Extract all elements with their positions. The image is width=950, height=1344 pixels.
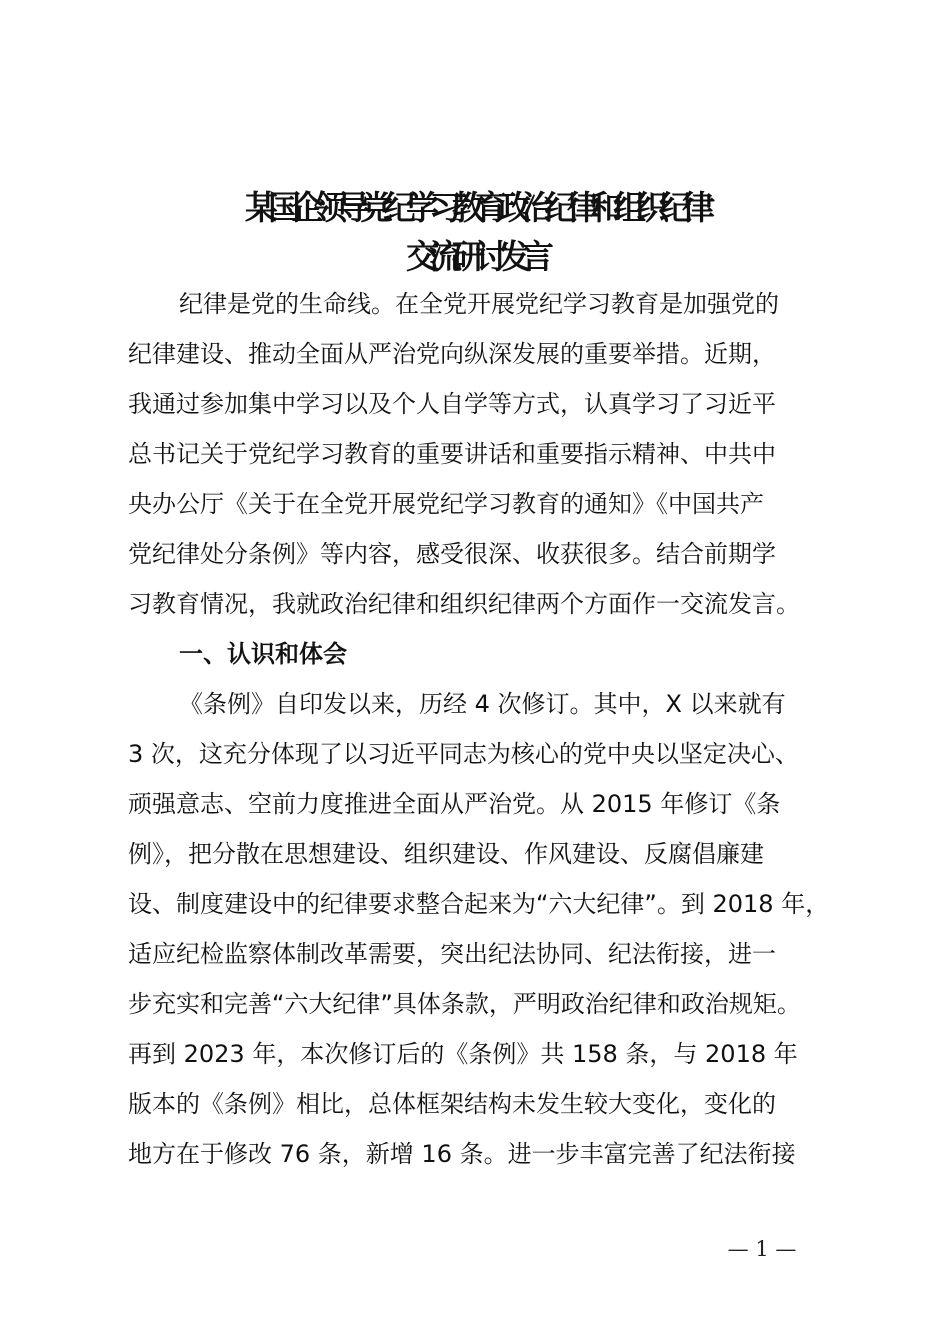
paragraph-line: 我通过参加集中学习以及个人自学等方式，认真学习了习近平	[128, 390, 776, 418]
paragraph-line: 适应纪检监察体制改革需要，突出纪法协同、纪法衔接，进一	[128, 940, 776, 968]
paragraph-line: 央办公厅《关于在全党开展党纪学习教育的通知》《中国共产	[128, 490, 764, 518]
paragraph-line: 版本的《条例》相比，总体框架结构未发生较大变化，变化的	[128, 1090, 776, 1118]
paragraph-line: 地方在于修改 76 条，新增 16 条。进一步丰富完善了纪法衔接	[128, 1140, 796, 1168]
paragraph-line: 再到 2023 年，本次修订后的《条例》共 158 条，与 2018 年	[128, 1040, 798, 1068]
page-number: — 1 —	[727, 1237, 797, 1261]
paragraph-line: 党纪律处分条例》等内容，感受很深、收获很多。结合前期学	[128, 540, 776, 568]
section-heading: 一、认识和体会	[179, 640, 347, 668]
paragraph-line: 纪律是党的生命线。在全党开展党纪学习教育是加强党的	[179, 290, 779, 318]
paragraph-line: 3 次，这充分体现了以习近平同志为核心的党中央以坚定决心、	[128, 740, 799, 768]
paragraph-line: 步充实和完善“六大纪律”具体条款，严明政治纪律和政治规矩。	[128, 990, 801, 1018]
paragraph-line: 例》，把分散在思想建设、组织建设、作风建设、反腐倡廉建	[128, 840, 764, 868]
paragraph-line: 纪律建设、推动全面从严治党向纵深发展的重要举措。近期，	[128, 340, 776, 368]
paragraph-line: 总书记关于党纪学习教育的重要讲话和重要指示精神、中共中	[128, 440, 776, 468]
paragraph-line: 设、制度建设中的纪律要求整合起来为“六大纪律”。到 2018 年，	[128, 890, 830, 918]
document-title-line-2: 交流研讨发言	[406, 237, 544, 276]
paragraph-line: 习教育情况，我就政治纪律和组织纪律两个方面作一交流发言。	[128, 590, 800, 618]
paragraph-line: 顽强意志、空前力度推进全面从严治党。从 2015 年修订《条	[128, 790, 781, 818]
paragraph-line: 《条例》自印发以来，历经 4 次修订。其中，X 以来就有	[179, 690, 786, 718]
document-title-line-1: 某国企领导党纪学习教育政治纪律和组织纪律	[245, 188, 705, 227]
